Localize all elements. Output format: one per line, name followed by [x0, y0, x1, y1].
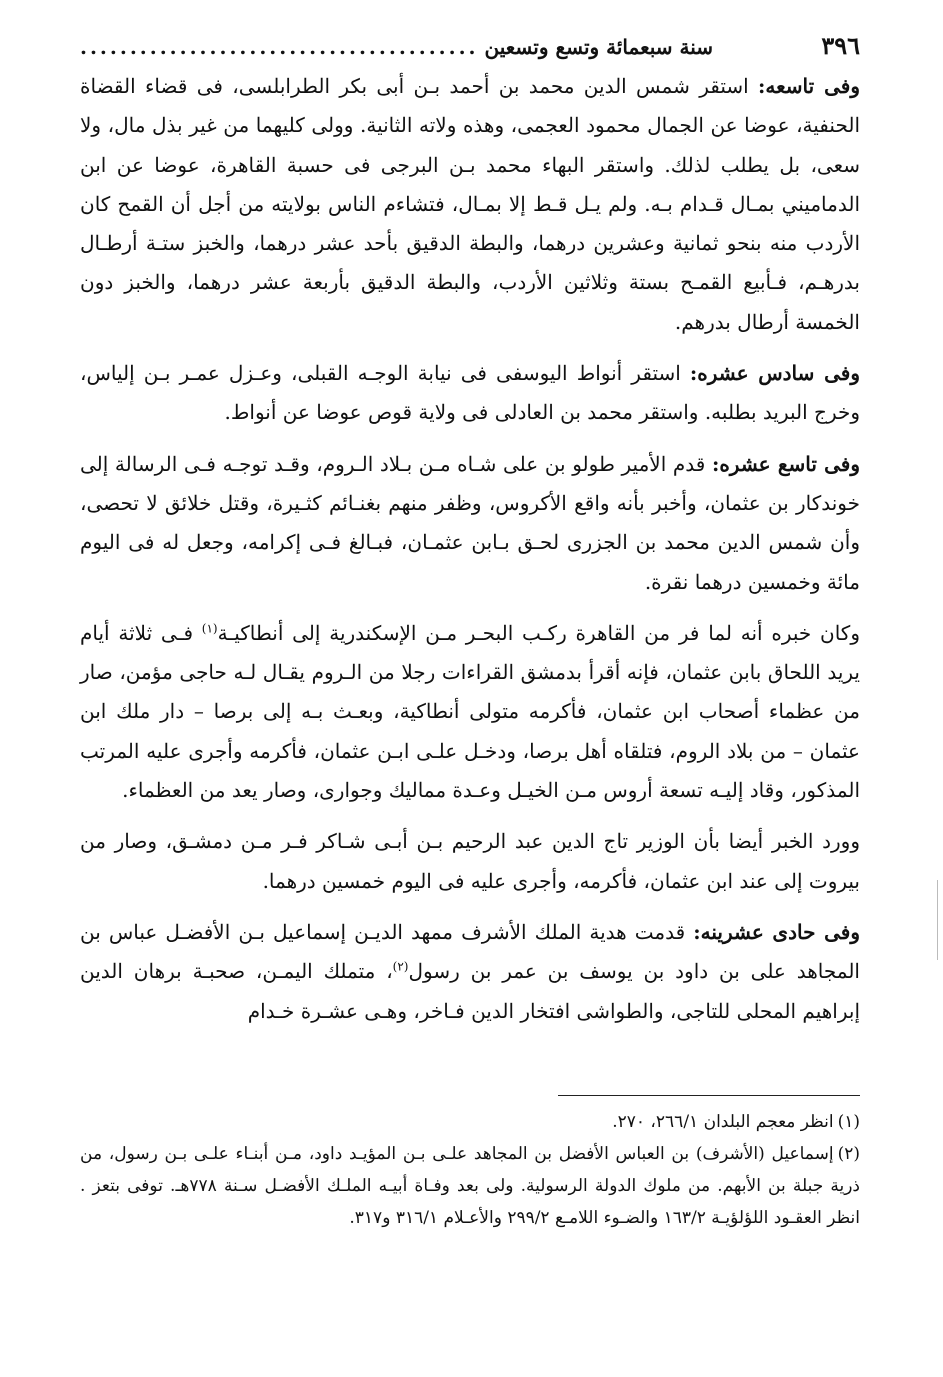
footnote-2 [80, 1138, 860, 1234]
paragraph-text-before-note: قدمت هدية الملك الأشرف ممهد الديـن إسماعيل بـن الأفضـل عباس بن المجاهد على بن داود بن يوسف بن عمر بن رسول [80, 919, 860, 984]
paragraph-6 [80, 913, 860, 1031]
paragraph-text: قدم الأمير طولو بن على شـاه مـن بـلاد الـروم، وقـد توجـه فـى الرسالة إلى خوندكار بن عثمان، وأخبر بأنه واقع الأكروس، وظفر منهم بغنـائم كثـيرة، وقتل خلائق لا تحصى، وأن شمس الدين محمد بن الجزرى لحـق بـابن عثمـان، فبـالغ فـى إكرامه، وجعل له فى اليوم مائة وخمسين درهما نقرة. [80, 451, 860, 594]
running-header [80, 33, 713, 61]
paragraph-text: ، متملك اليمـن، صحبـة برهان الدين إبراهيم المحلى للتاجى، والطواشى افتخار الدين فـاخر، وهـى عشـرة خـدام [80, 959, 860, 1023]
paragraph-text: استقر أنواط اليوسفى فى نيابة الوجـه القبلى، وعـزل عمـر بـن إلياس، وخرج البريد بطلبه. واستقر محمد بن العادلى فى ولاية قوص عوضا عن أنواط. [80, 361, 860, 425]
paragraph-lead: وفى سادس عشره: [689, 361, 860, 386]
paragraph-lead: وفى حادى عشرينه: [693, 919, 860, 944]
footnote-reference-1[interactable]: (١) [201, 621, 218, 636]
paragraph-text-before-note: وكان خبره أنه لما فر من القاهرة ركـب البحـر مـن الإسكندرية إلى أنطاكيـة [217, 620, 860, 645]
main-text [80, 67, 860, 1031]
running-title: سنة سبعمائة وتسع وتسعين [484, 35, 713, 59]
paragraph-lead: وفى تاسعه: [758, 74, 860, 98]
paragraph-text: استقر شمس الدين محمد بن أحمد بـن أبى بكر الطرابلسى، فى قضاء القضاة الحنفية، عوضا عن الجمال محمود العجمى، وهذه ولاته الثانية. وولى كليهما من غير بذل مال، ولا سعى، بل يطلب لذلك. واستقر البهاء محمد بـن البرجى فى حسبة القاهرة، عوضا عن ابن الدماميني بمـال قـدام بـه. ولم يـل قـط إلا بمـال، فتشاءم الناس بولايته من أجل أن القمح كان الأردب منه بنحو ثمانية وعشرين درهما، والبطة الدقيق بأحد عشر درهما، والخبز ستـة أرطـال بدرهـم، فـأبيع القمـح بستة وثلاثين الأردب، والبطة الدقيق بأربعة عشر درهما، والخبز دون الخمسة أرطال بدرهم. [80, 74, 860, 334]
paragraph-3 [80, 445, 860, 602]
footnote-mark: (٢) [837, 1144, 860, 1164]
footnote-1 [80, 1106, 860, 1138]
page [80, 32, 860, 1043]
scan-margin-line [937, 880, 938, 960]
leader-dots: ........................................ [80, 35, 479, 59]
page-header [80, 32, 860, 63]
footnote-mark: (١) [837, 1112, 860, 1132]
paragraph-5 [80, 822, 860, 901]
paragraph-text: وورد الخبر أيضا بأن الوزير تاج الدين عبد الرحيم بـن أبـى شـاكر فـر مـن دمشـق، وصار من بيروت إلى عند ابن عثمان، فأكرمه، وأجرى عليه فى اليوم خمسين درهما. [80, 829, 860, 893]
paragraph-2 [80, 354, 860, 433]
page-number: ٣٩٦ [821, 31, 860, 60]
footnotes [80, 1093, 860, 1234]
footnote-text: إسماعيل (الأشرف) بن العباس الأفضل بن المجاهد علـى بـن المؤيـد داود، مـن أبنـاء علـى بـن رسول، من ذرية جبلة بن الأبهم. من ملوك الدولة الرسولية. ولى بعد وفـاة أبيـه الملـك الأفضـل سـنة ٧٧٨هـ. توفى بتعز . انظر العقـود اللؤلؤيـة ١٦٣/٢ والضـوء اللامـع ٢٩٩/٢ والأعـلام ٣١٦/١ و٣١٧. [80, 1144, 860, 1228]
paragraph-1 [80, 67, 860, 342]
paragraph-4 [80, 614, 860, 810]
footnote-reference-2[interactable]: (٢) [392, 959, 409, 974]
footnote-text: انظر معجم البلدان ٢٦٦/١، ٢٧٠. [612, 1112, 834, 1132]
paragraph-lead: وفى تاسع عشره: [711, 451, 860, 476]
footnote-divider [558, 1095, 860, 1096]
paragraph-text: فـى ثلاثة أيام يريد اللحاق بابن عثمان، فإنه أقرأ بدمشق القراءات رجلا من الـروم يقـال لـه حاجى مؤمن، صار من عظماء أصحاب ابن عثمان، فأكرمه متولى أنطاكية، وبعـث بـه إلى برصا – دار ملك ابن عثمان – من بلاد الروم، فتلقاه أهل برصا، ودخـل علـى ابـن عثمان، فأكرمه وأجرى عليه المرتب المذكور، وقاد إليـه تسعة أروس مـن الخيـل وعـدة مماليك وجوارى، وصار يعد من العظماء. [80, 620, 860, 803]
